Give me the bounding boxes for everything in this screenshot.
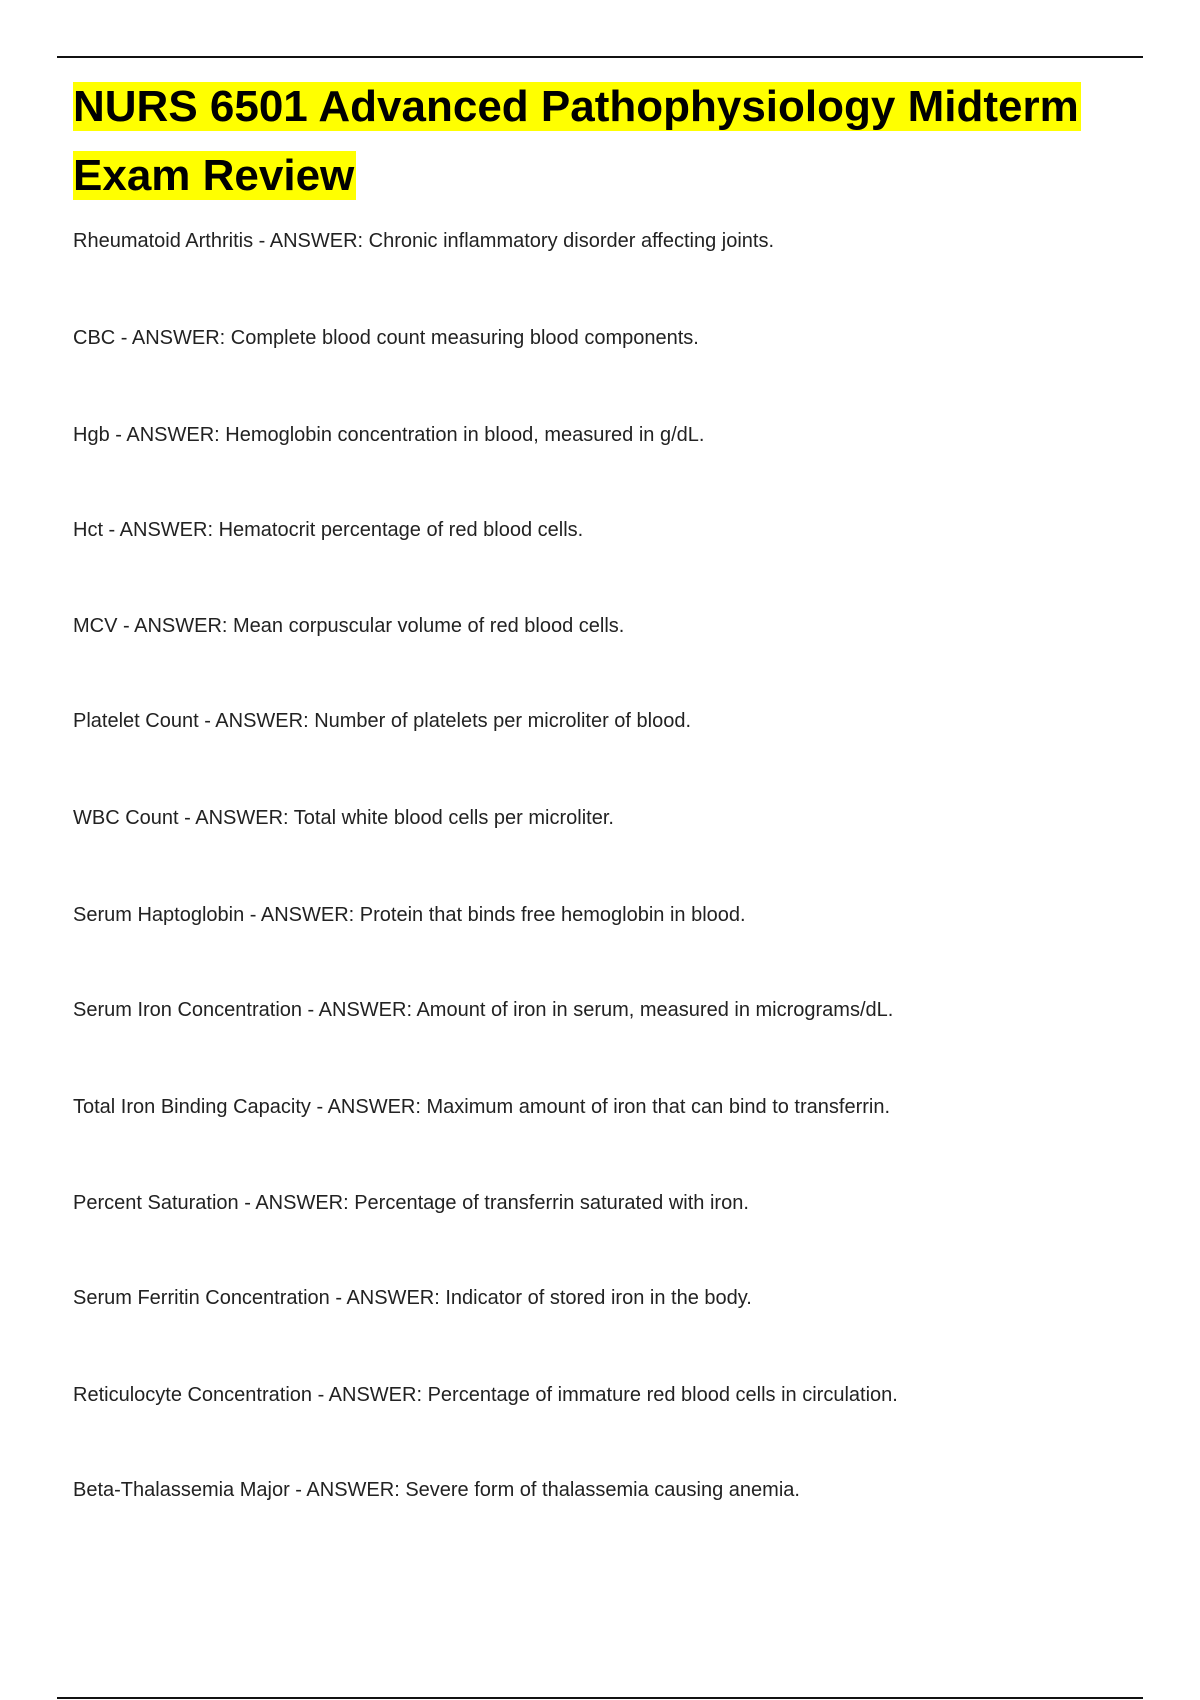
page-title (73, 72, 1153, 210)
bottom-divider (57, 1697, 1143, 1699)
qa-entry: Platelet Count - ANSWER: Number of platelets per microliter of blood. (73, 710, 692, 732)
top-divider (57, 56, 1143, 58)
qa-entry: Rheumatoid Arthritis - ANSWER: Chronic inflammatory disorder affecting joints. (73, 230, 775, 252)
qa-entry: CBC - ANSWER: Complete blood count measuring blood components. (73, 327, 699, 349)
qa-entry: WBC Count - ANSWER: Total white blood cells per microliter. (73, 807, 614, 829)
qa-entry: Serum Ferritin Concentration - ANSWER: Indicator of stored iron in the body. (73, 1287, 752, 1309)
qa-entry: Reticulocyte Concentration - ANSWER: Percentage of immature red blood cells in circulation. (73, 1384, 898, 1406)
qa-entry: MCV - ANSWER: Mean corpuscular volume of red blood cells. (73, 615, 625, 637)
qa-entry: Hct - ANSWER: Hematocrit percentage of red blood cells. (73, 519, 584, 541)
qa-entry: Hgb - ANSWER: Hemoglobin concentration in blood, measured in g/dL. (73, 424, 705, 446)
qa-entry: Serum Iron Concentration - ANSWER: Amount of iron in serum, measured in micrograms/dL. (73, 999, 894, 1021)
qa-entry: Serum Haptoglobin - ANSWER: Protein that binds free hemoglobin in blood. (73, 904, 746, 926)
qa-entry: Beta-Thalassemia Major - ANSWER: Severe form of thalassemia causing anemia. (73, 1479, 800, 1501)
qa-entry: Total Iron Binding Capacity - ANSWER: Maximum amount of iron that can bind to transferrin. (73, 1096, 891, 1118)
qa-entry: Percent Saturation - ANSWER: Percentage of transferrin saturated with iron. (73, 1192, 749, 1214)
title-highlight: NURS 6501 Advanced Pathophysiology Midterm Exam Review (73, 82, 1079, 200)
